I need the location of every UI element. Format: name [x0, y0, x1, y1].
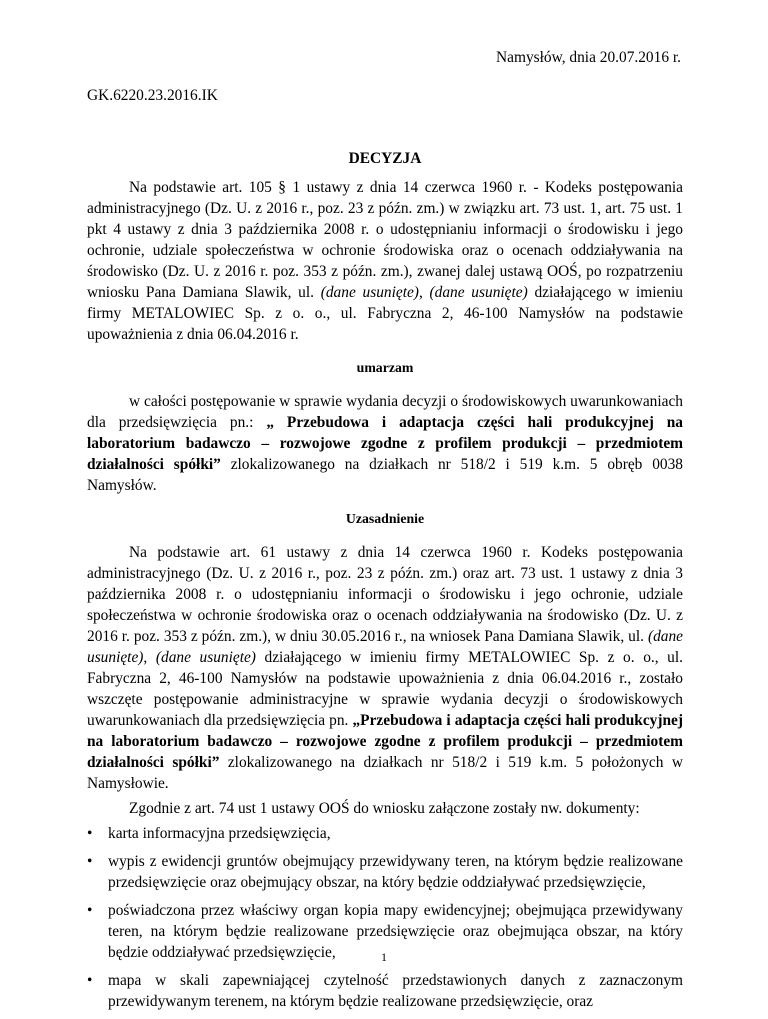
list-item-text: karta informacyjna przedsięwzięcia,: [108, 825, 331, 842]
document-title: DECYZJA: [348, 150, 422, 167]
justification-text-2: ,: [143, 649, 156, 666]
justification-text-4: zlokalizowanego na działkach nr 518/2 i 519 k.m. 5 położonych w Namysłowie.: [87, 754, 683, 792]
intro-text-3: działającego w imieniu firmy METALOWIEC Sp. z o. o., ul. Fabryczna 2, 46-100 Namysłów na podstawie upoważnienia z dnia 06.04.2016 r.: [87, 284, 683, 343]
bullet-icon: •: [87, 902, 93, 919]
list-item-text: mapa w skali zapewniającej czytelność przedstawionych danych z zaznaczonym przewidywanym terenem, na którym będzie realizowane przedsięwzięcie, oraz: [108, 972, 683, 1010]
intro-text-1: Na podstawie art. 105 § 1 ustawy z dnia 14 czerwca 1960 r. - Kodeks postępowania administracyjnego (Dz. U. z 2016 r., poz. 23 z późn. zm.) w związku art. 73 ust. 1, art. 75 ust. 1 pkt 4 ustawy z dnia 3 października 2008 r. o udostępnianiu informacji o środowisku i jego ochronie, udziale społeczeństwa w ochronie środowiska oraz o ocenach oddziaływania na środowisko (Dz. U. z 2016 r. poz. 353 z późn. zm.), zwanej dalej ustawą OOŚ, po rozpatrzeniu wniosku Pana Damiana Slawik, ul.: [87, 179, 683, 301]
redacted-data: (dane usunięte): [429, 284, 528, 301]
bullet-icon: •: [87, 972, 93, 989]
bullet-icon: •: [87, 853, 93, 870]
list-item: [87, 851, 683, 893]
decision-word: umarzam: [356, 360, 414, 375]
bullet-icon: •: [87, 825, 93, 842]
list-item: [87, 970, 683, 1012]
redacted-data: (dane usunięte): [87, 628, 683, 666]
documents-list: [87, 823, 683, 1012]
intro-text-2: ,: [418, 284, 430, 301]
case-reference: GK.6220.23.2016.IK: [87, 87, 218, 104]
redacted-data: (dane usunięte): [155, 649, 256, 666]
justification-heading: Uzasadnienie: [345, 511, 425, 526]
justification-text-3: działającego w imieniu firmy METALOWIEC Sp. z o. o., ul. Fabryczna 2, 46-100 Namysłów na podstawie upoważnienia z dnia 06.04.2016 r., zostało wszczęte postępowanie administracyjne w sprawie wydania decyzji o środowiskowych uwarunkowaniach dla przedsięwzięcia pn.: [87, 649, 683, 729]
list-item: [87, 823, 683, 844]
page-number: 1: [381, 950, 387, 964]
document-date: Namysłów, dnia 20.07.2016 r.: [496, 49, 681, 66]
decision-paragraph: [87, 391, 683, 496]
list-item-text: poświadczona przez właściwy organ kopia mapy ewidencyjnej; obejmująca przewidywany teren, na którym będzie realizowane przedsięwzięcie oraz obejmująca obszar, na który będzie oddziaływać przedsięwzięcie,: [108, 902, 683, 961]
intro-paragraph: [87, 177, 683, 345]
project-name: „Przebudowa i adaptacja części hali produkcyjnej na laboratorium badawczo – rozwojowe zgodne z profilem produkcji – przedmiotem działalności spółki”: [87, 712, 683, 771]
decision-text-1: w całości postępowanie w sprawie wydania decyzji o środowiskowych uwarunkowaniach dla przedsięwzięcia pn.:: [87, 393, 683, 431]
justification-paragraph: [87, 542, 683, 794]
decision-text-2: zlokalizowanego na działkach nr 518/2 i 519 k.m. 5 obręb 0038 Namysłów.: [87, 456, 683, 494]
list-item-text: wypis z ewidencji gruntów obejmujący przewidywany teren, na którym będzie realizowane przedsięwzięcie oraz obejmujący obszar, na który będzie oddziaływać przedsięwzięcie,: [108, 853, 683, 891]
document-body: [87, 148, 683, 1019]
justification-text-1: Na podstawie art. 61 ustawy z dnia 14 czerwca 1960 r. Kodeks postępowania administracyjnego (Dz. U. z 2016 r., poz. 23 z późn. zm.) oraz art. 73 ust. 1 ustawy z dnia 3 października 2008 r. o udostępnianiu informacji o środowisku i jego ochronie, udziale społeczeństwa w ochronie środowiska oraz o ocenach oddziaływania na środowisko (Dz. U. z 2016 r. poz. 353 z późn. zm.), w dniu 30.05.2016 r., na wniosek Pana Damiana Slawik, ul.: [87, 544, 683, 645]
redacted-data: (dane usunięte): [320, 284, 419, 301]
documents-intro: Zgodnie z art. 74 ust 1 ustawy OOŚ do wniosku załączone zostały nw. dokumenty:: [129, 800, 640, 817]
project-name: „ Przebudowa i adaptacja części hali produkcyjnej na laboratorium badawczo – rozwojowe zgodne z profilem produkcji – przedmiotem działalności spółki”: [87, 414, 683, 473]
